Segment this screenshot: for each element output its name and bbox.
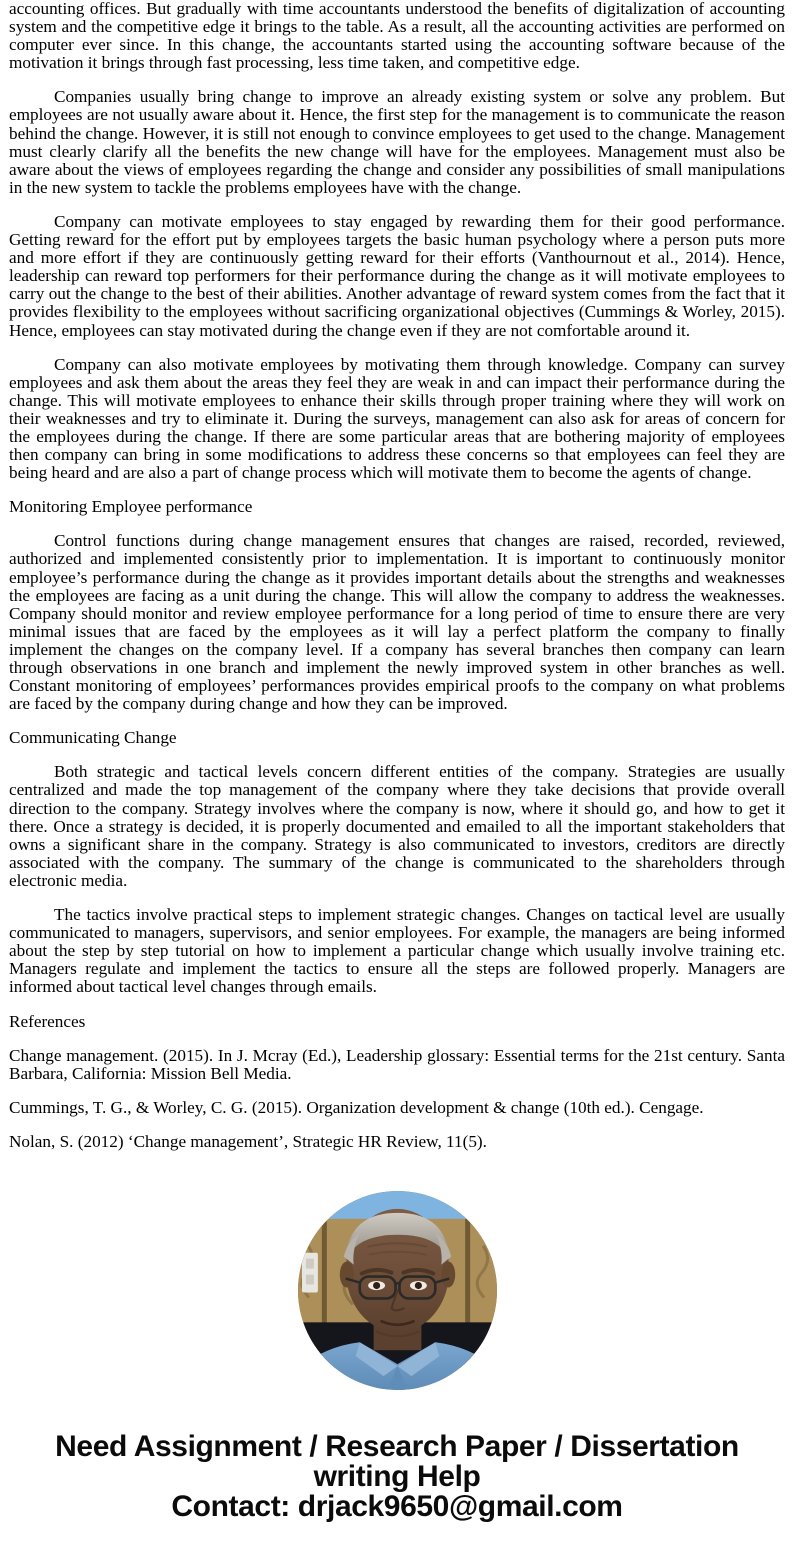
paragraph-tactics: The tactics involve practical steps to implement strategic changes. Changes on tactical level are usually communicated to managers, supervisors, and senior employees. For example, the managers are being informed about the step by step tutorial on how to implement a particular change which usually involve training etc. Managers regulate and implement the tactics to ensure all the steps are followed properly. Managers are informed about tactical level changes through emails.: [9, 905, 785, 997]
references-heading: References: [9, 1011, 86, 1031]
paragraph-reward-motivation: Company can motivate employees to stay engaged by rewarding them for their good performance. Getting reward for the effort put by employees targets the basic human psychology where a person puts more and more effort if they are continuously getting reward for their efforts (Vanthournout et al., 2014). Hence, leadership can reward top performers for their performance during the change as it will motivate employees to carry out the change to the best of their abilities. Another advantage of reward system comes from the fact that it provides flexibility to the employees without sacrificing organizational objectives (Cummings & Worley, 2015). Hence, employees can stay motivated during the change even if they are not comfortable around it.: [9, 211, 785, 340]
paragraph-strategic-levels: Both strategic and tactical levels concern different entities of the company. Strategies are usually centralized and made the top management of the company where they take decisions that provide overall direction to the company. Strategy involves where the company is now, where it should go, and how to get it there. Once a strategy is decided, it is properly documented and emailed to all the important stakeholders that owns a significant share in the company. Strategy is also communicated to investors, creditors are directly associated with the company. The summary of the change is communicated to the shareholders through electronic media.: [9, 762, 785, 890]
avatar-portrait-icon: [298, 1191, 497, 1390]
section-heading-monitoring: Monitoring Employee performance: [9, 497, 253, 517]
avatar-container: [9, 1191, 785, 1390]
reference-entry: Nolan, S. (2012) ‘Change management’, Strategic HR Review, 11(5).: [9, 1131, 487, 1151]
avatar: [298, 1191, 497, 1390]
paragraph-accounting-change: accounting offices. But gradually with time accountants understood the benefits of digitalization of accounting system and the competitive edge it brings to the table. As a result, all the accounting activities are performed on computer ever since. In this change, the accountants started using the accounting software because of the motivation it brings through fast processing, less time taken, and competitive edge.: [9, 0, 785, 73]
promo-block: [9, 1429, 785, 1548]
section-heading-communicating-change: Communicating Change: [9, 728, 177, 748]
reference-entry: Change management. (2015). In J. Mcray (Ed.), Leadership glossary: Essential terms for the 21st century. Santa Barbara, California: Mission Bell Media.: [9, 1045, 785, 1083]
reference-entry: Cummings, T. G., & Worley, C. G. (2015). Organization development & change (10th ed.). Cengage.: [9, 1097, 704, 1117]
promo-contact-line: Contact: drjack9650@gmail.com: [171, 1489, 623, 1523]
paragraph-knowledge-motivation: Company can also motivate employees by motivating them through knowledge. Company can survey employees and ask them about the areas they feel they are weak in and can impact their performance during the change. This will motivate employees to enhance their skills through proper training where they will work on their weaknesses and try to eliminate it. During the surveys, management can also ask for areas of concern for the employees during the change. If there are some particular areas that are bothering majority of employees then company can bring in some modifications to address these concerns so that employees can feel they are being heard and are also a part of change process which will motivate them to become the agents of change.: [9, 354, 785, 483]
promo-line-2: writing Help: [313, 1459, 481, 1493]
paragraph-communicate-reason: Companies usually bring change to improve an already existing system or solve any problem. But employees are not usually aware about it. Hence, the first step for the management is to communicate the reason behind the change. However, it is still not enough to convince employees to get used to the change. Management must clearly clarify all the benefits the new change will have for the employees. Management must also be aware about the views of employees regarding the change and consider any possibilities of small manipulations in the new system to tackle the problems employees have with the change.: [9, 87, 785, 197]
promo-line-1: Need Assignment / Research Paper / Dissertation: [55, 1429, 739, 1463]
paragraph-monitoring-control-functions: Control functions during change management ensures that changes are raised, recorded, reviewed, authorized and implemented consistently prior to implementation. It is important to continuously monitor employee’s performance during the change as it provides important details about the strengths and weaknesses the employees are facing as a unit during the change. This will allow the company to address the weaknesses. Company should monitor and review employee performance for a long period of time to ensure there are very minimal issues that are faced by the employees as it will lay a perfect platform the company to finally implement the changes on the company level. If a company has several branches then company can learn through observations in one branch and implement the newly improved system in other branches as well. Constant monitoring of employees’ performances provides empirical proofs to the company on what problems are faced by the company during change and how they can be improved.: [9, 531, 785, 714]
